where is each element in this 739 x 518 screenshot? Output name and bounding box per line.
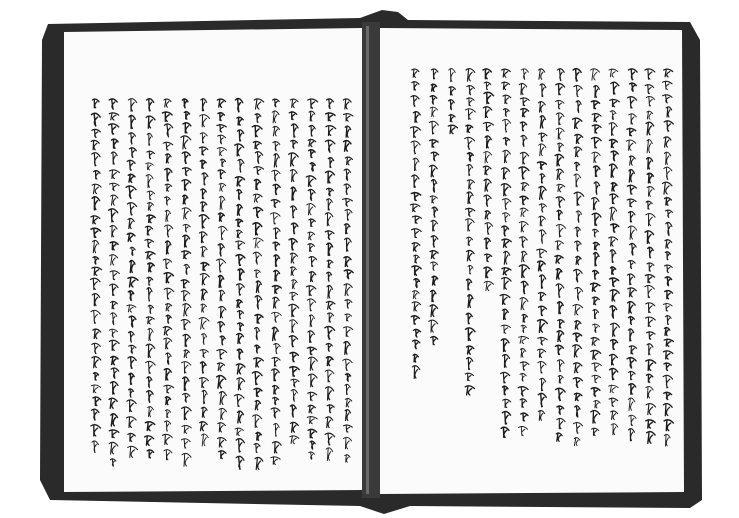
gutter	[362, 22, 380, 498]
gutter-highlight	[366, 26, 369, 494]
right-page	[378, 28, 684, 494]
left-page	[64, 28, 366, 492]
